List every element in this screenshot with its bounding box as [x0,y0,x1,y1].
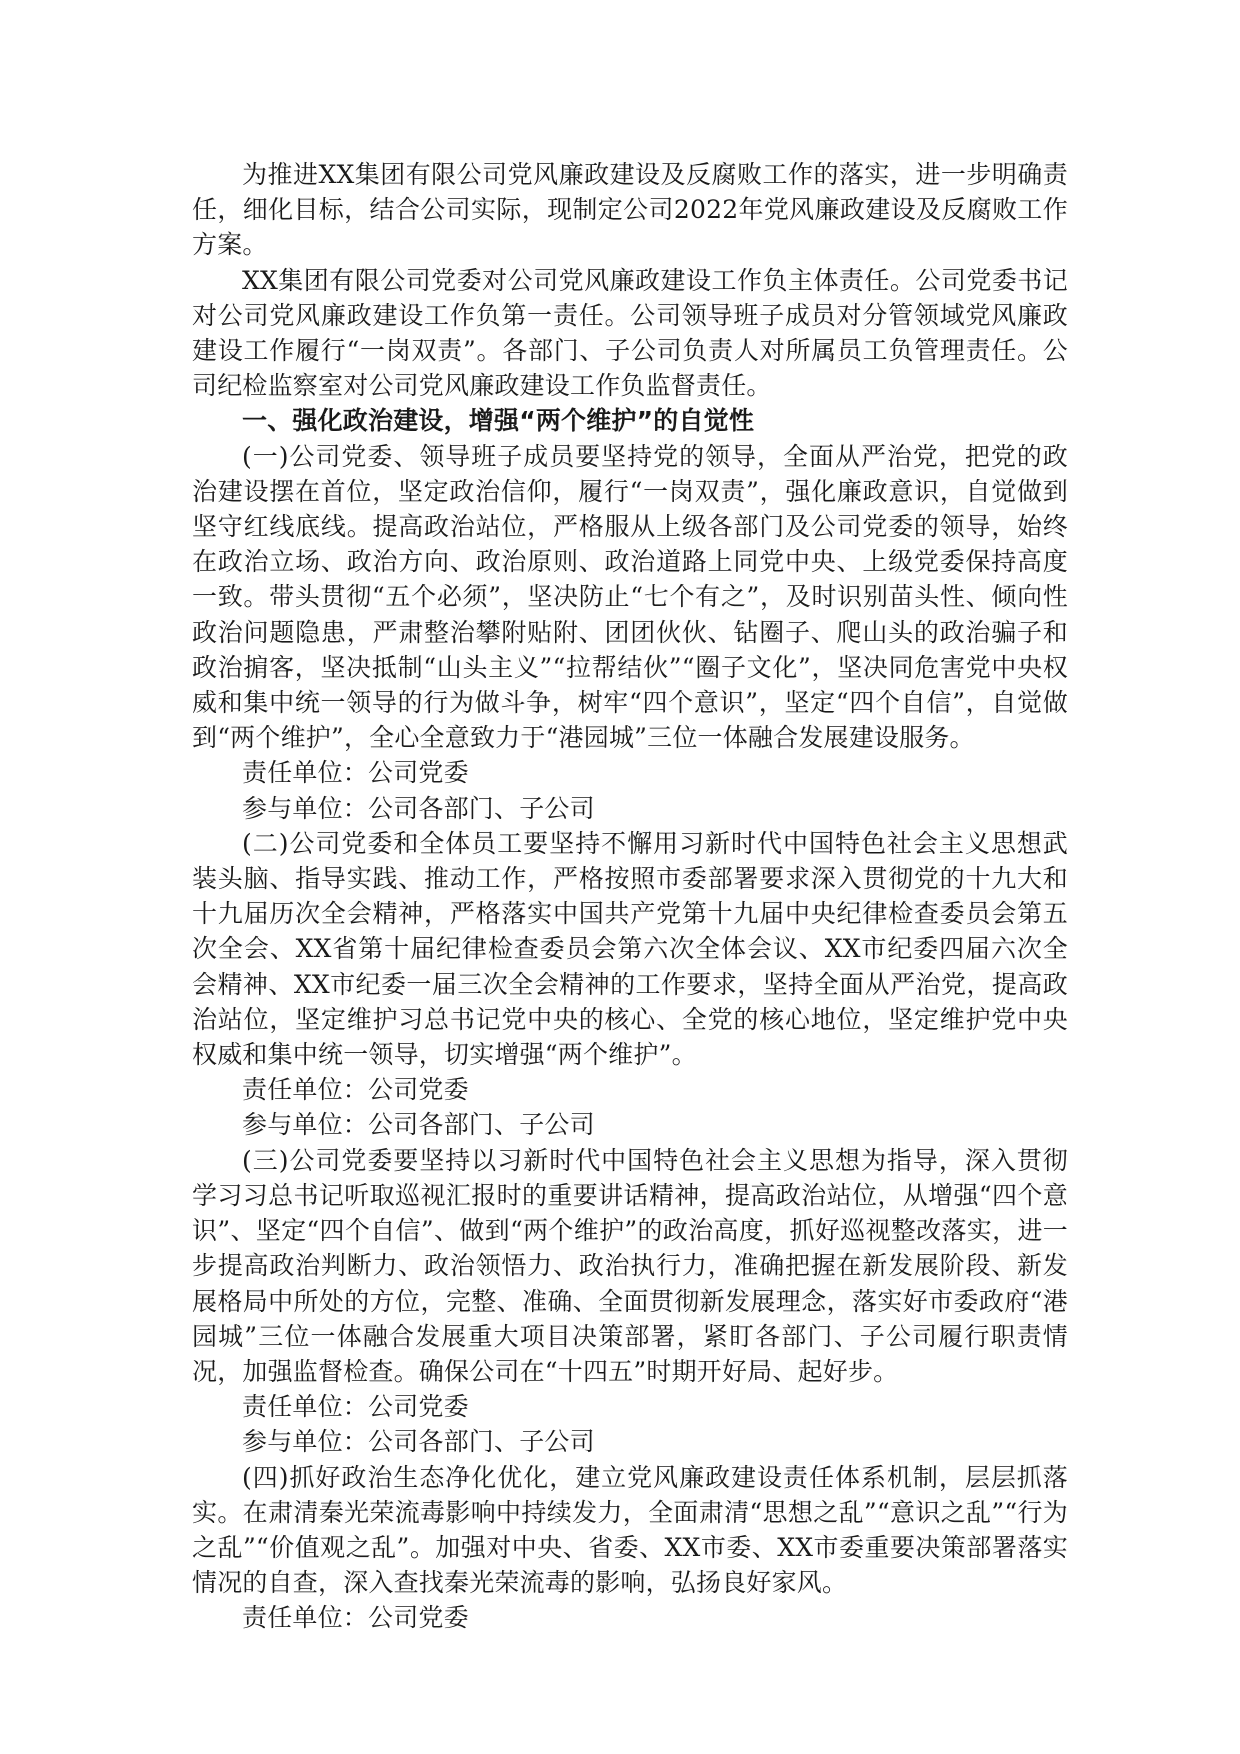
item-paragraph-3: (三)公司党委要坚持以习新时代中国特色社会主义思想为指导，深入贯彻学习习总书记听取巡视汇报时的重要讲话精神，提高政治站位，从增强“四个意识”、坚定“四个自信”、做到“两个维护”的政治高度，抓好巡视整改落实，进一步提高政治判断力、政治领悟力、政治执行力，准确把握在新发展阶段、新发展格局中所处的方位，完整、准确、全面贯彻新发展理念，落实好市委政府“港园城”三位一体融合发展重大项目决策部署，紧盯各部门、子公司履行职责情况，加强监督检查。确保公司在“十四五”时期开好局、起好步。 [192,1145,1068,1386]
responsible-unit-4: 责任单位：公司党委 [242,1603,469,1633]
responsible-unit-1: 责任单位：公司党委 [242,758,469,788]
item-paragraph-4: (四)抓好政治生态净化优化，建立党风廉政建设责任体系机制，层层抓落实。在肃清秦光荣流毒影响中持续发力，全面肃清“思想之乱”“意识之乱”“行为之乱”“价值观之乱”。加强对中央、省委、XX市委、XX市委重要决策部署落实情况的自查，深入查找秦光荣流毒的影响，弘扬良好家风。 [192,1462,1068,1598]
participating-unit-3: 参与单位：公司各部门、子公司 [242,1427,595,1457]
participating-unit-2: 参与单位：公司各部门、子公司 [242,1110,595,1140]
item-paragraph-1: (一)公司党委、领导班子成员要坚持党的领导，全面从严治党，把党的政治建设摆在首位，坚定政治信仰，履行“一岗双责”，强化廉政意识，自觉做到坚守红线底线。提高政治站位，严格服从上级各部门及公司党委的领导，始终在政治立场、政治方向、政治原则、政治道路上同党中央、上级党委保持高度一致。带头贯彻“五个必须”，坚决防止“七个有之”，及时识别苗头性、倾向性政治问题隐患，严肃整治攀附贴附、团团伙伙、钻圈子、爬山头的政治骗子和政治掮客，坚决抵制“山头主义”“拉帮结伙”“圈子文化”，坚决同危害党中央权威和集中统一领导的行为做斗争，树牢“四个意识”，坚定“四个自信”，自觉做到“两个维护”，全心全意致力于“港园城”三位一体融合发展建设服务。 [192,441,1068,753]
item-paragraph-2: (二)公司党委和全体员工要坚持不懈用习新时代中国特色社会主义思想武装头脑、指导实践、推动工作，严格按照市委部署要求深入贯彻党的十九大和十九届历次全会精神，严格落实中国共产党第十九届中央纪律检查委员会第五次全会、XX省第十届纪律检查委员会第六次全体会议、XX市纪委四届六次全会精神、XX市纪委一届三次全会精神的工作要求，坚持全面从严治党，提高政治站位，坚定维护习总书记党中央的核心、全党的核心地位，坚定维护党中央权威和集中统一领导，切实增强“两个维护”。 [192,828,1068,1070]
intro-paragraph-1: 为推进XX集团有限公司党风廉政建设及反腐败工作的落实，进一步明确责任，细化目标，结合公司实际，现制定公司2022年党风廉政建设及反腐败工作方案。 [192,160,1068,260]
responsible-unit-3: 责任单位：公司党委 [242,1392,469,1422]
section-heading-1: 一、强化政治建设，增强“两个维护”的自觉性 [242,406,755,436]
intro-paragraph-2: XX集团有限公司党委对公司党风廉政建设工作负主体责任。公司党委书记对公司党风廉政建设工作负第一责任。公司领导班子成员对分管领域党风廉政建设工作履行“一岗双责”。各部门、子公司负责人对所属员工负管理责任。公司纪检监察室对公司党风廉政建设工作负监督责任。 [192,265,1068,401]
participating-unit-1: 参与单位：公司各部门、子公司 [242,793,595,823]
responsible-unit-2: 责任单位：公司党委 [242,1075,469,1105]
document-page [192,157,1068,1636]
